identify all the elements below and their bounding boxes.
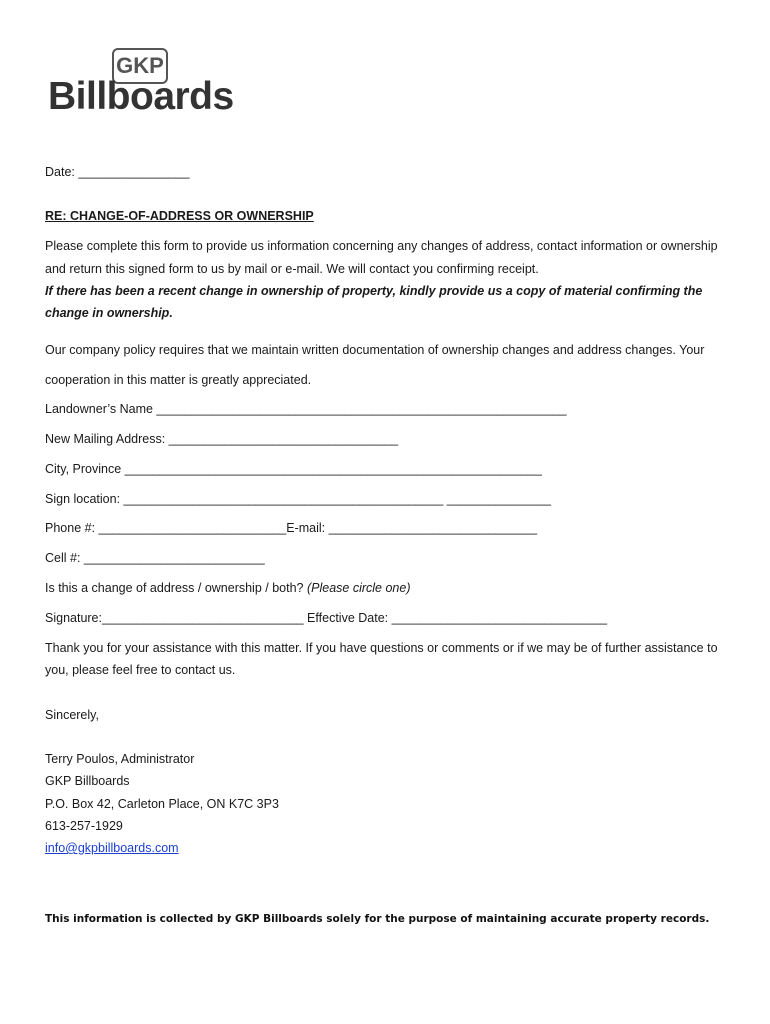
mailing-address-field[interactable]: New Mailing Address: _________________________________ (45, 432, 399, 446)
intro-line-1: Please complete this form to provide us information concerning any changes of address, contact information or ownership (45, 239, 718, 253)
date-field: Date: ________________ (45, 165, 190, 179)
signer-address: P.O. Box 42, Carleton Place, ON K7C 3P3 (45, 797, 279, 811)
signer-phone: 613-257-1929 (45, 819, 123, 833)
signer-email-row (45, 841, 179, 855)
signature-date-field[interactable]: Signature:_____________________________ Effective Date: _______________________________ (45, 611, 608, 625)
phone-email-field[interactable]: Phone #: ___________________________E-mail: ______________________________ (45, 521, 538, 535)
landowner-name-field[interactable]: Landowner’s Name ___________________________________________________________ (45, 402, 567, 416)
change-question-hint: (Please circle one) (306, 581, 411, 595)
closing-line-1: Thank you for your assistance with this matter. If you have questions or comments or if we may be of further assistance to (45, 641, 718, 655)
notice-line-1: If there has been a recent change in ownership of property, kindly provide us a copy of material confirming the (45, 284, 703, 298)
logo-badge-text: GKP (116, 53, 164, 78)
intro-line-2: and return this signed form to us by mail or e-mail. We will contact you confirming receipt. (45, 262, 539, 276)
logo-wordmark: Billboards (48, 75, 234, 118)
sincerely: Sincerely, (45, 708, 99, 722)
change-question (45, 581, 410, 595)
closing-line-2: you, please feel free to contact us. (45, 663, 236, 677)
policy-line-1: Our company policy requires that we maintain written documentation of ownership changes and address changes. Your (45, 343, 705, 357)
sign-location-field[interactable]: Sign location: ______________________________________________ _______________ (45, 492, 552, 506)
footer-note: This information is collected by GKP Billboards solely for the purpose of maintaining accurate property records. (45, 913, 710, 925)
signer-email-link[interactable]: info@gkpbillboards.com (45, 841, 179, 855)
notice-line-2: change in ownership. (45, 306, 173, 320)
subject-heading: RE: CHANGE-OF-ADDRESS OR OWNERSHIP (45, 209, 314, 223)
cell-field[interactable]: Cell #: __________________________ (45, 551, 265, 565)
city-province-field[interactable]: City, Province ____________________________________________________________ (45, 462, 542, 476)
signer-company: GKP Billboards (45, 774, 130, 788)
change-question-text: Is this a change of address / ownership / both? (45, 581, 307, 595)
signer-name: Terry Poulos, Administrator (45, 752, 195, 766)
policy-line-2: cooperation in this matter is greatly appreciated. (45, 373, 312, 387)
